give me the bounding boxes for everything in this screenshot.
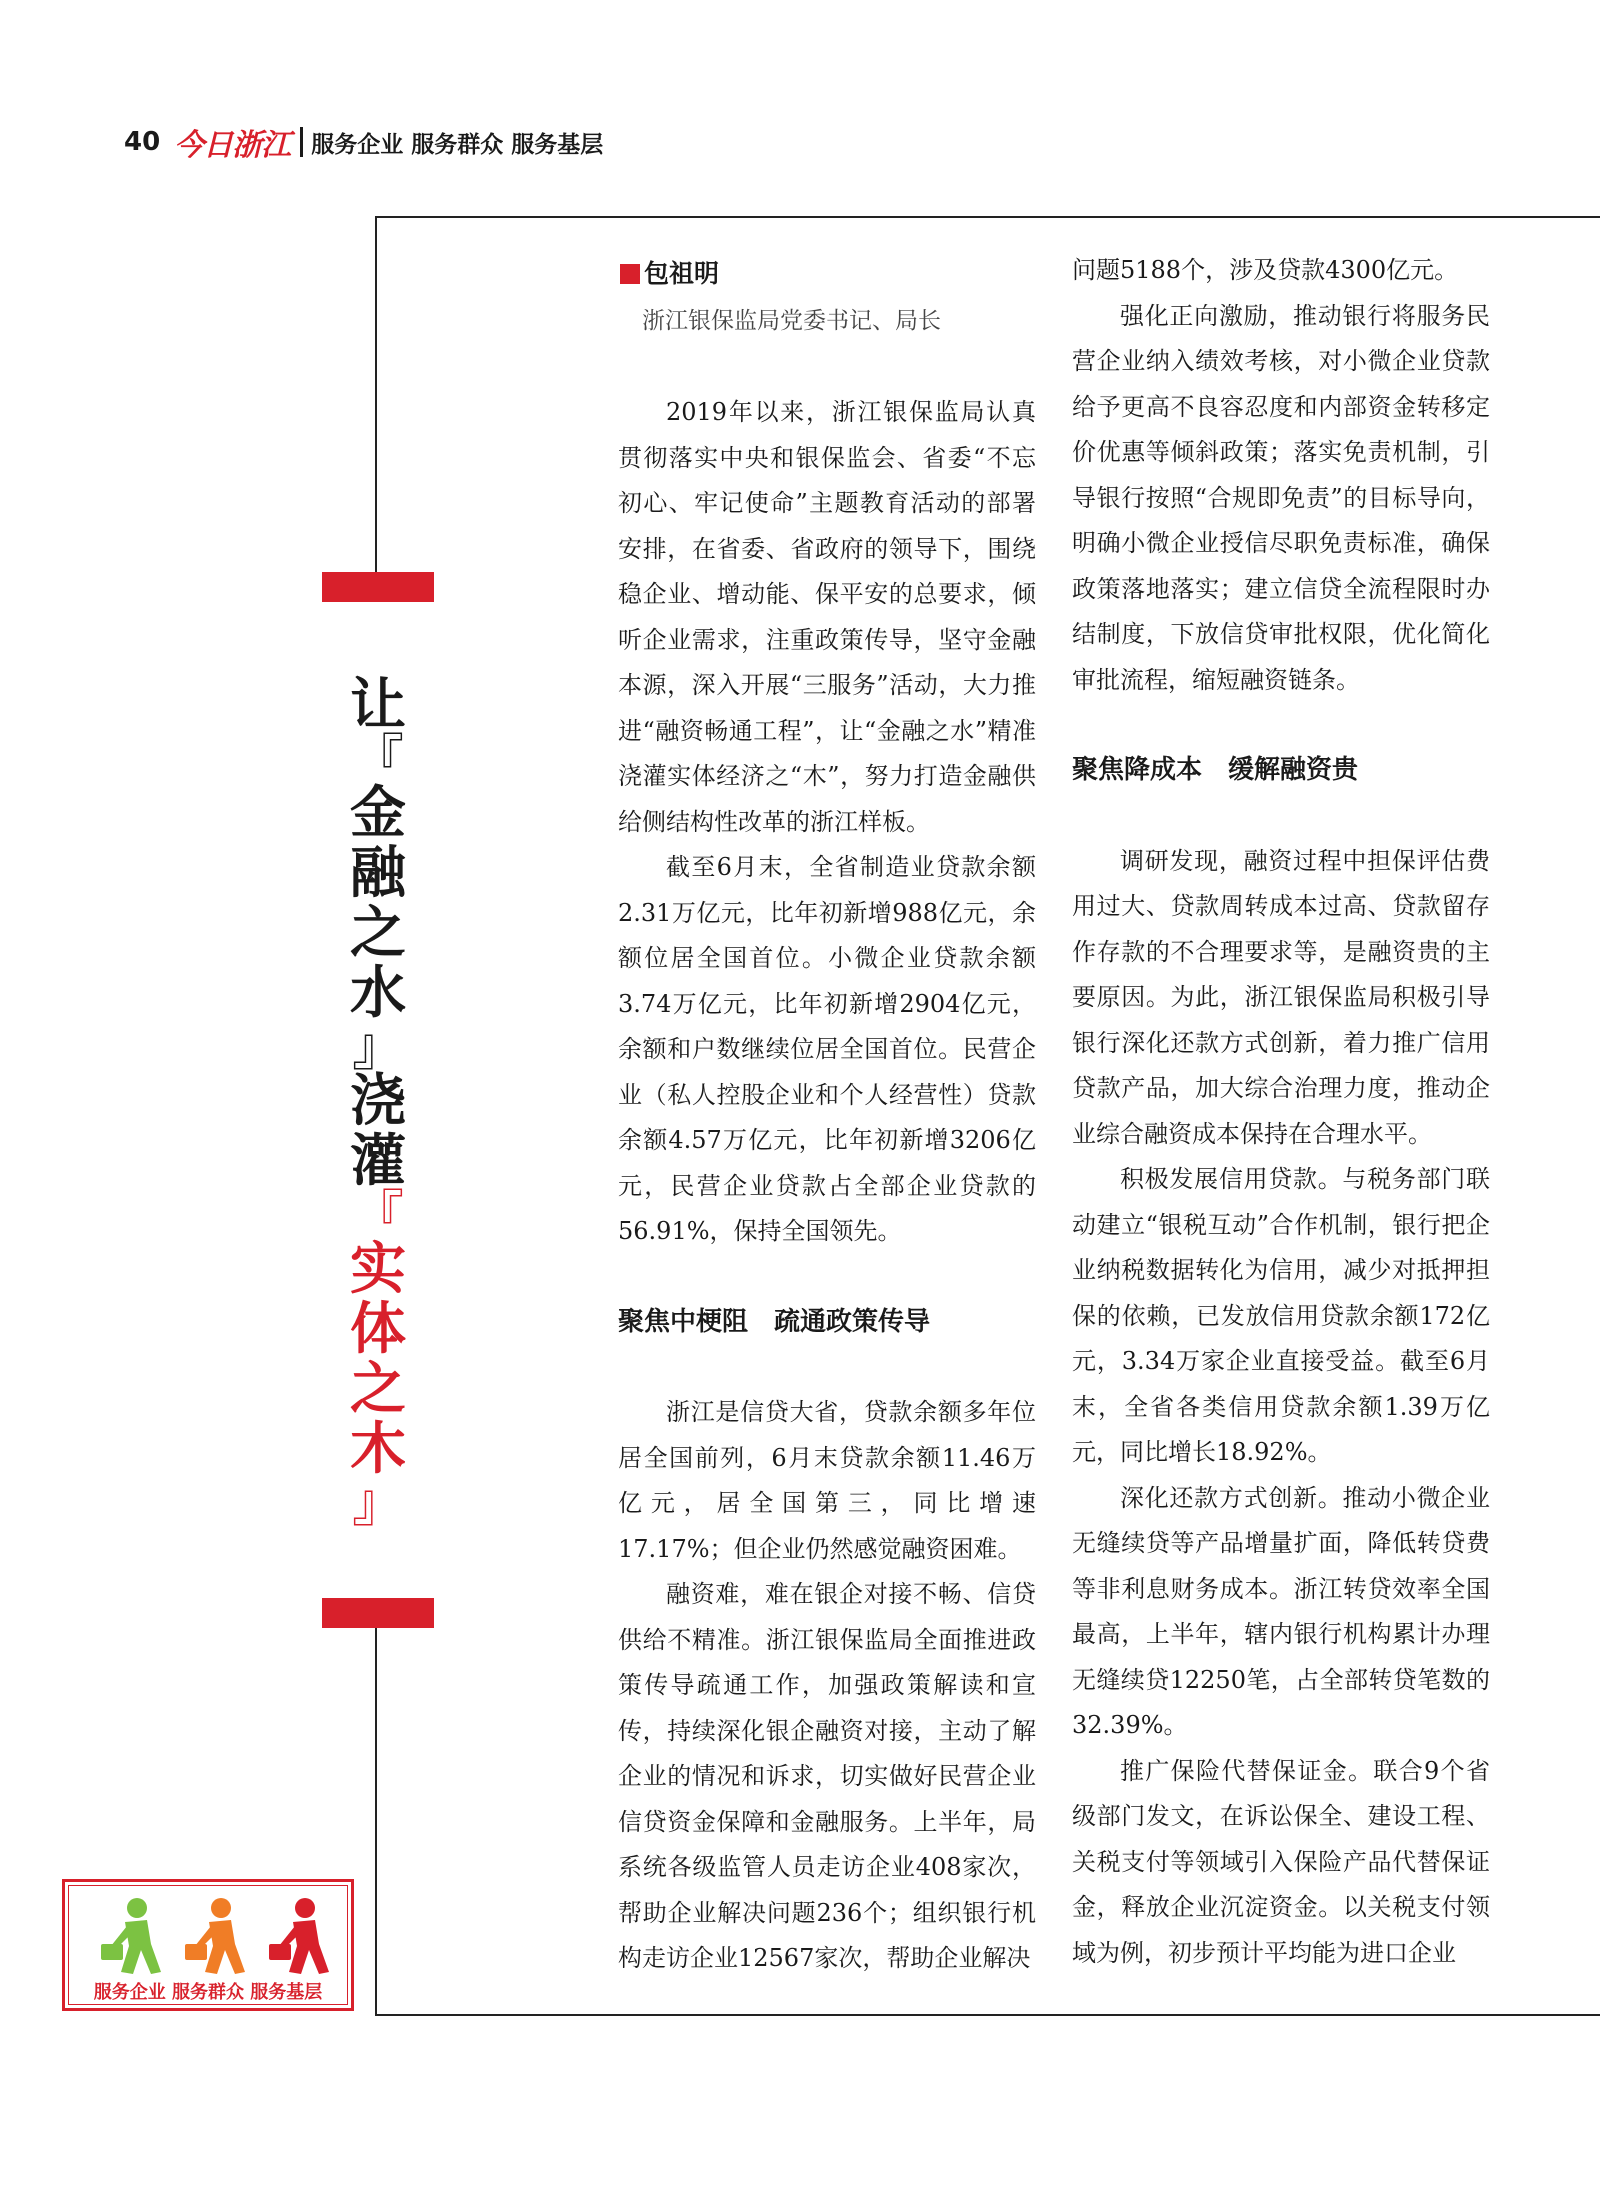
frame-left-line-lower	[375, 1628, 377, 2016]
text-column-right	[1072, 248, 1490, 1976]
article-title	[330, 673, 426, 1534]
section-heading: 聚焦降成本 缓解融资贵	[1072, 755, 1359, 785]
service-logo	[62, 1879, 354, 2011]
paragraph: 强化正向激励，推动银行将服务民营企业纳入绩效考核，对小微企业贷款给予更高不良容忍度和内部资金转移定价优惠等倾斜政策；落实免责机制，引导银行按照“合规即免责”的目标导向，明确小微企业授信尽职免责标准，确保政策落地落实；建立信贷全流程限时办结制度，下放信贷审批权限，优化简化审批流程，缩短融资链条。	[1072, 301, 1490, 694]
title-accent-bar-bottom	[322, 1598, 434, 1628]
frame-top-line	[375, 216, 1600, 218]
paragraph: 浙江是信贷大省，贷款余额多年位居全国前列，6月末贷款余额11.46万亿元，居全国第三，同比增速17.17%；但企业仍然感觉融资困难。	[618, 1398, 1036, 1563]
page-number: 40	[124, 127, 161, 157]
title-char: 水	[350, 961, 406, 1026]
title-accent-bar-top	[322, 572, 434, 602]
paragraph: 融资难，难在银企对接不畅、信贷供给不精准。浙江银保监局全面推进政策传导疏通工作，加强政策解读和宣传，持续深化银企融资对接，主动了解企业的情况和诉求，切实做好民营企业信贷资金保障和金融服务。上半年，局系统各级监管人员走访企业408家次，帮助企业解决问题236个；组织银行机构走访企业12567家次，帮助企业解决	[618, 1580, 1036, 1972]
title-char: 体	[350, 1297, 406, 1362]
header-slogan: 服务企业 服务群众 服务基层	[311, 131, 604, 158]
author-position: 浙江银保监局党委书记、局长	[642, 308, 941, 334]
logo-caption: 服务企业 服务群众 服务基层	[93, 1982, 323, 2003]
title-char: 金	[350, 781, 406, 846]
paragraph: 问题5188个，涉及贷款4300亿元。	[1072, 256, 1459, 284]
title-quote-close: 』	[351, 1474, 404, 1534]
title-char: 木	[350, 1417, 406, 1482]
title-char: 之	[350, 901, 406, 966]
title-char: 之	[350, 1357, 406, 1422]
paragraph: 截至6月末，全省制造业贷款余额2.31万亿元，比年初新增988亿元，余额位居全国首位。小微企业贷款余额3.74万亿元，比年初新增2904亿元，余额和户数继续位居全国首位。民营企业（私人控股企业和个人经营性）贷款余额4.57万亿元，比年初新增3206亿元，民营企业贷款占全部企业贷款的56.91%，保持全国领先。	[618, 853, 1036, 1245]
title-char: 实	[350, 1237, 406, 1302]
paragraph: 调研发现，融资过程中担保评估费用过大、贷款周转成本过高、贷款留存作存款的不合理要求等，是融资贵的主要原因。为此，浙江银保监局积极引导银行深化还款方式创新，着力推广信用贷款产品，加大综合治理力度，推动企业综合融资成本保持在合理水平。	[1072, 846, 1490, 1148]
section-heading: 聚焦中梗阻 疏通政策传导	[618, 1306, 931, 1337]
title-quote-close: 』	[351, 1018, 404, 1078]
paragraph: 2019年以来，浙江银保监局认真贯彻落实中央和银保监会、省委“不忘初心、牢记使命”主题教育活动的部署安排，在省委、省政府的领导下，围绕稳企业、增动能、保平安的总要求，倾听企业需求，注重政策传导，坚守金融本源，深入开展“三服务”活动，大力推进“融资畅通工程”，让“金融之水”精准浇灌实体经济之“木”，努力打造金融供给侧结构性改革的浙江样板。	[618, 398, 1036, 836]
byline-marker-icon	[620, 264, 640, 284]
page-header	[124, 122, 603, 162]
author-byline	[620, 254, 719, 290]
paragraph: 推广保险代替保证金。联合9个省级部门发文，在诉讼保全、建设工程、关税支付等领域引入保险产品代替保证金，释放企业沉淀资金。以关税支付领域为例，初步预计平均能为进口企业	[1072, 1756, 1490, 1967]
header-divider	[300, 127, 303, 157]
frame-left-line-upper	[375, 216, 377, 572]
title-quote-open: 『	[351, 1186, 404, 1246]
frame-bottom-line	[375, 2014, 1600, 2016]
title-char: 融	[350, 841, 406, 906]
title-char: 让	[350, 673, 406, 738]
brand-logo: 今日浙江	[174, 128, 291, 163]
walking-people-icon	[85, 1896, 335, 1978]
text-column-left	[618, 390, 1036, 1982]
title-char: 灌	[350, 1129, 406, 1194]
author-name: 包祖明	[644, 259, 720, 288]
title-quote-open: 『	[351, 730, 404, 790]
paragraph: 积极发展信用贷款。与税务部门联动建立“银税互动”合作机制，银行把企业纳税数据转化为信用，减少对抵押担保的依赖，已发放信用贷款余额172亿元，3.34万家企业直接受益。截至6月末，全省各类信用贷款余额1.39万亿元，同比增长18.92%。	[1072, 1165, 1490, 1466]
title-char: 浇	[350, 1069, 406, 1134]
paragraph: 深化还款方式创新。推动小微企业无缝续贷等产品增量扩面，降低转贷费等非利息财务成本。浙江转贷效率全国最高，上半年，辖内银行机构累计办理无缝续贷12250笔，占全部转贷笔数的32.39%。	[1072, 1483, 1490, 1739]
